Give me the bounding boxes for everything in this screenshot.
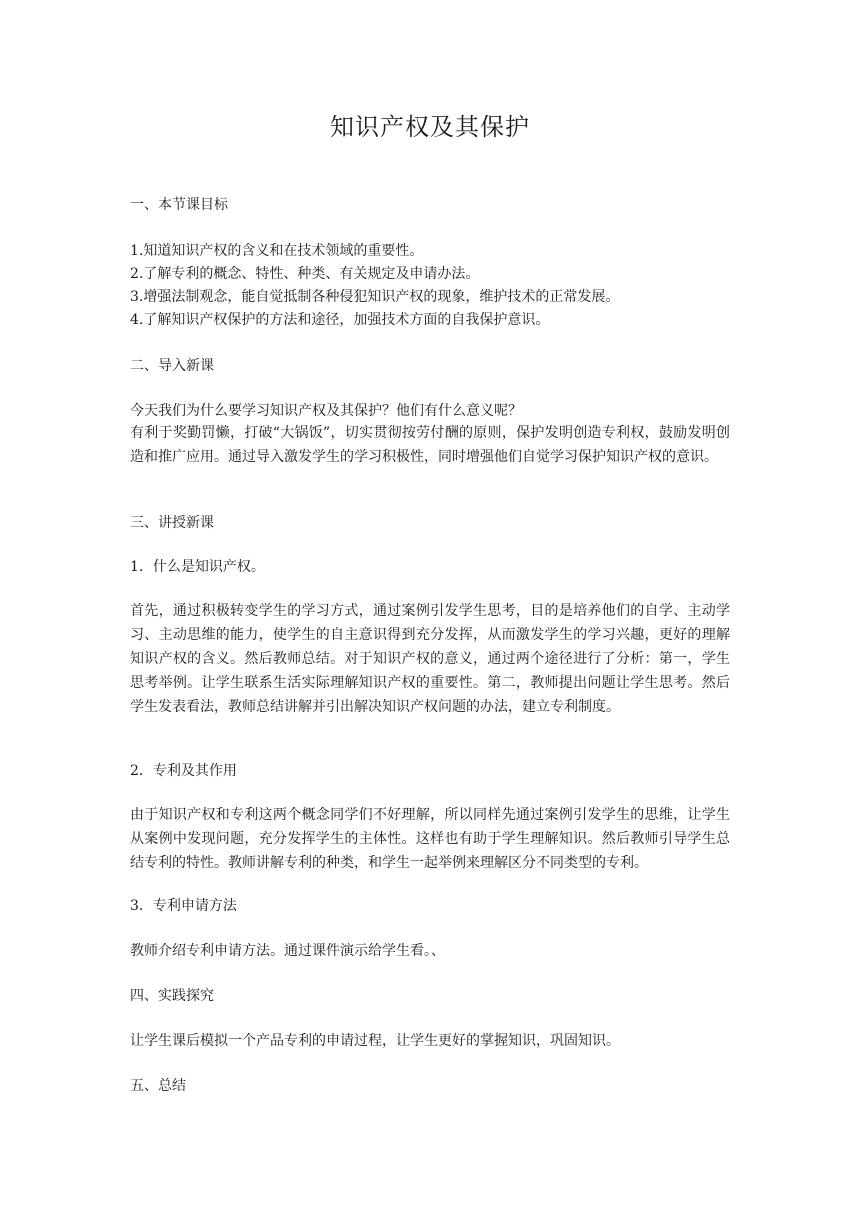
goal-item-3: 3.增强法制观念，能自觉抵制各种侵犯知识产权的现象，维护技术的正常发展。 — [130, 289, 620, 305]
practice-paragraph: 让学生课后模拟一个产品专利的申请过程，让学生更好的掌握知识，巩固知识。 — [130, 1033, 620, 1049]
subsection-heading-what-is-ip: 1．什么是知识产权。 — [130, 559, 265, 575]
section-heading-teaching: 三、讲授新课 — [130, 515, 214, 531]
goal-item-4: 4.了解知识产权保护的方法和途径，加强技术方面的自我保护意识。 — [130, 312, 550, 328]
goal-item-1: 1.知道知识产权的含义和在技术领域的重要性。 — [130, 243, 424, 259]
section-heading-practice: 四、实践探究 — [130, 988, 214, 1004]
subsection-paragraph-what-is-ip: 首先，通过积极转变学生的学习方式，通过案例引发学生思考，目的是培养他们的自学、主动学习、主动思维的能力，使学生的自主意识得到充分发挥，从而激发学生的学习兴趣，更好的理解知识产权的含义。然后教师总结。对于知识产权的意义，通过两个途径进行了分析：第一，学生思考举例。让学生联系生活实际理解知识产权的重要性。第二，教师提出问题让学生思考。然后学生发表看法，教师总结讲解并引出解决知识产权问题的办法，建立专利制度。 — [130, 603, 730, 715]
subsection-paragraph-patent-application: 教师介绍专利申请方法。通过课件演示给学生看。、 — [130, 943, 445, 959]
section-heading-goals: 一、本节课目标 — [130, 197, 228, 213]
section-heading-intro: 二、导入新课 — [130, 358, 214, 374]
section-heading-summary: 五、总结 — [130, 1078, 186, 1094]
subsection-heading-patent-application: 3．专利申请方法 — [130, 898, 237, 914]
intro-paragraph: 有利于奖勤罚懒，打破“大锅饭”，切实贯彻按劳付酬的原则，保护发明创造专利权，鼓励发明创造和推广应用。通过导入激发学生的学习积极性，同时增强他们自觉学习保护知识产权的意识。 — [130, 425, 730, 465]
goal-item-2: 2.了解专利的概念、特性、种类、有关规定及申请办法。 — [130, 266, 480, 282]
document-title: 知识产权及其保护 — [330, 113, 530, 141]
subsection-paragraph-patent: 由于知识产权和专利这两个概念同学们不好理解，所以同样先通过案例引发学生的思维，让学生从案例中发现问题，充分发挥学生的主体性。这样也有助于学生理解知识。然后教师引导学生总结专利的特性。教师讲解专利的种类，和学生一起举例来理解区分不同类型的专利。 — [130, 807, 730, 871]
intro-question: 今天我们为什么要学习知识产权及其保护？他们有什么意义呢？ — [130, 403, 522, 419]
subsection-heading-patent: 2．专利及其作用 — [130, 763, 237, 779]
